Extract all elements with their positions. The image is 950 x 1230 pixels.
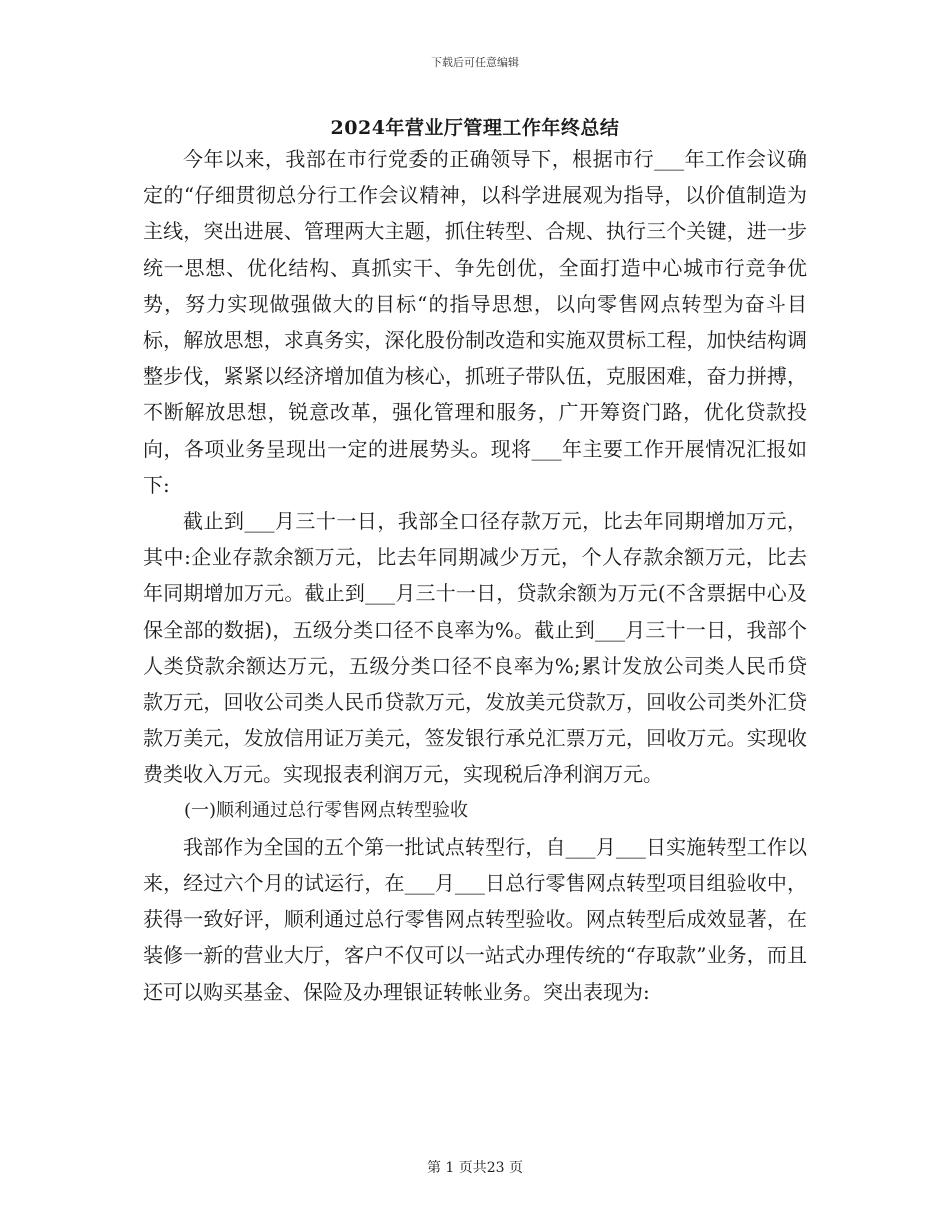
- document-title: 2024年营业厅管理工作年终总结: [330, 117, 620, 139]
- statistics-paragraph: 截止到___月三十一日，我部全口径存款万元，比去年同期增加万元，其中:企业存款余额万元，比去年同期减少万元，个人存款余额万元，比去年同期增加万元。截止到___月三十一日，贷款余额为万元(不含票据中心及保全部的数据)，五级分类口径不良率为%。截止到___月三十一日，我部个人类贷款余额达万元，五级分类口径不良率为%;累计发放公司类人民币贷款万元，回收公司类人民币贷款万元，发放美元贷款万，回收公司类外汇贷款万美元，发放信用证万美元，签发银行承兑汇票万元，回收万元。实现收费类收入万元。实现报表利润万元，实现税后净利润万元。: [143, 509, 807, 787]
- footer-middle: 页共: [458, 1160, 487, 1176]
- total-pages-number: 23: [486, 1160, 505, 1176]
- footer-prefix: 第: [426, 1160, 441, 1176]
- header-note: 下载后可任意编辑: [431, 56, 519, 69]
- current-page-number: 1: [445, 1160, 455, 1176]
- footer-suffix: 页: [509, 1160, 524, 1176]
- intro-paragraph: 今年以来，我部在市行党委的正确领导下，根据市行___年工作会议确定的“仔细贯彻总分行工作会议精神，以科学进展观为指导，以价值制造为主线，突出进展、管理两大主题，抓住转型、合规、执行三个关键，进一步统一思想、优化结构、真抓实干、争先创优，全面打造中心城市行竞争优势，努力实现做强做大的目标“的指导思想，以向零售网点转型为奋斗目标，解放思想，求真务实，深化股份制改造和实施双贯标工程，加快结构调整步伐，紧紧以经济增加值为核心，抓班子带队伍，克服困难，奋力拼搏，不断解放思想，锐意改革，强化管理和服务，广开筹资门路，优化贷款投向，各项业务呈现出一定的进展势头。现将___年主要工作开展情况汇报如下:: [143, 147, 807, 497]
- section-heading: (一)顺利通过总行零售网点转型验收: [184, 799, 469, 821]
- document-body: [143, 141, 807, 1010]
- page-footer: [0, 1157, 950, 1177]
- section-paragraph: 我部作为全国的五个第一批试点转型行，自___月___日实施转型工作以来，经过六个月的试运行，在___月___日总行零售网点转型项目组验收中，获得一致好评，顺利通过总行零售网点转型验收。网点转型后成效显著，在装修一新的营业大厅，客户不仅可以一站式办理传统的“存取款”业务，而且还可以购买基金、保险及办理银证转帐业务。突出表现为:: [143, 834, 807, 1004]
